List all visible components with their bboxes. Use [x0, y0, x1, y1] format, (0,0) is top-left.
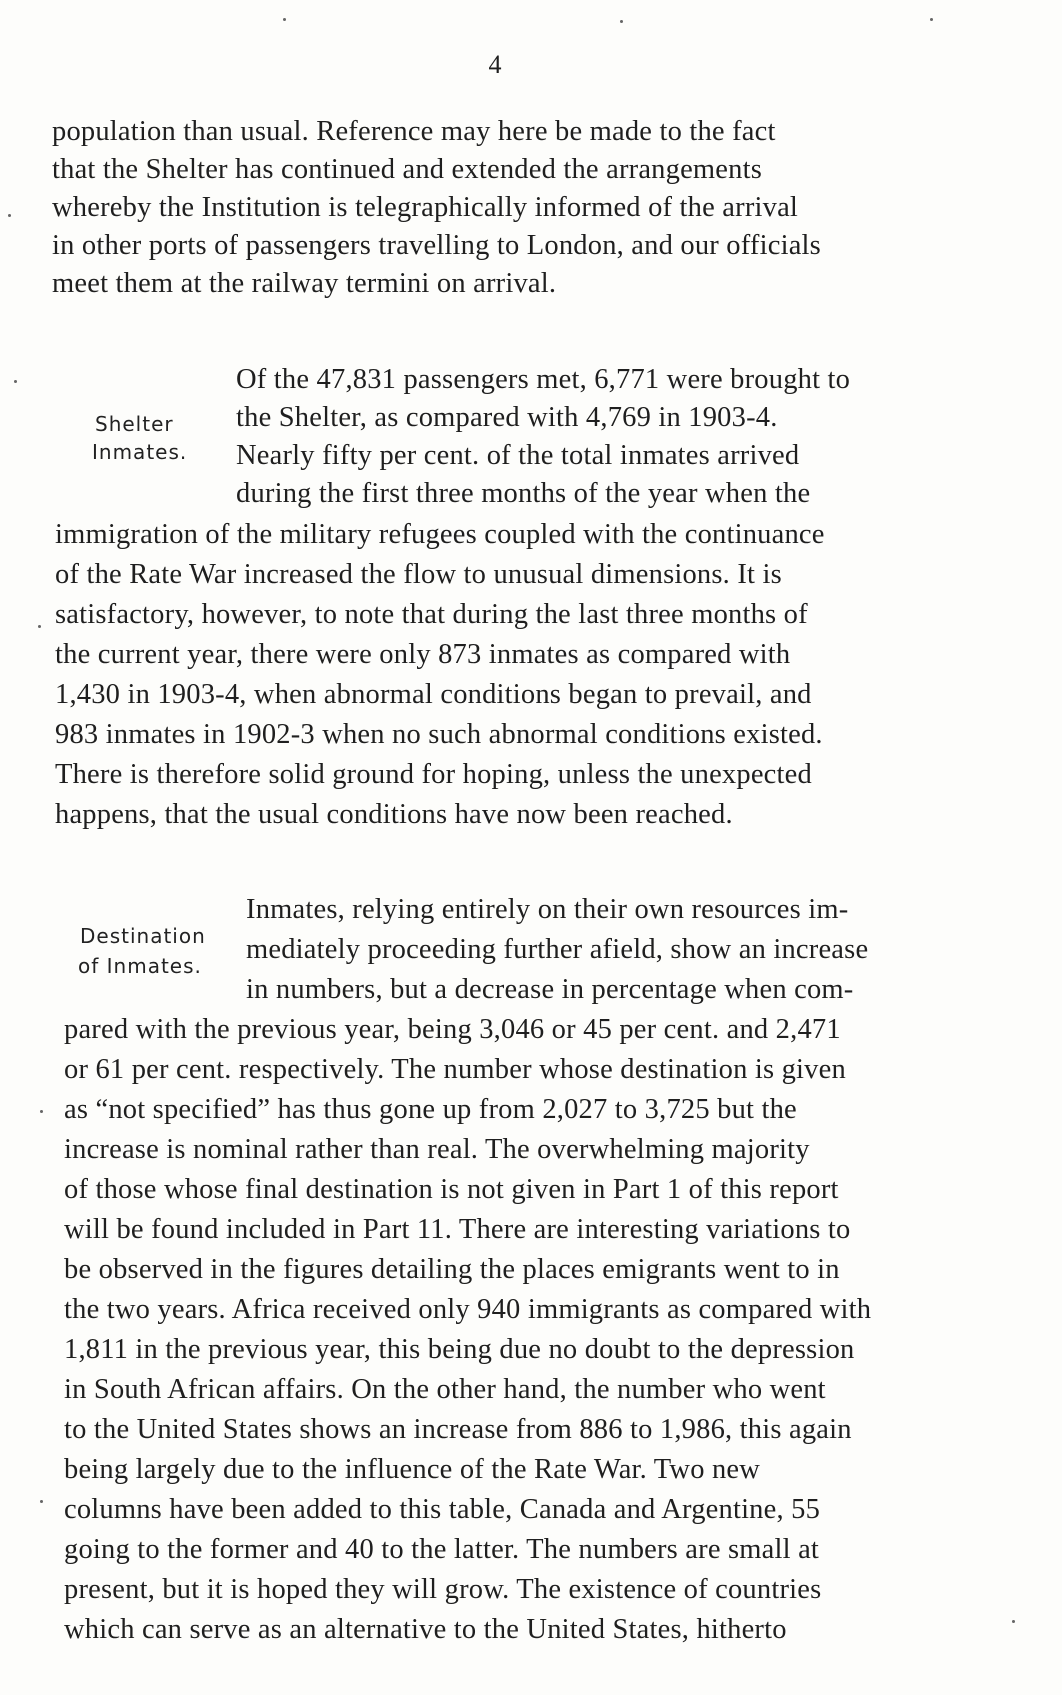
text-line: during the first three months of the year when the	[236, 478, 811, 509]
text-line: being largely due to the influence of the Rate War. Two new	[64, 1454, 761, 1485]
text-line: columns have been added to this table, Canada and Argentine, 55	[64, 1494, 821, 1525]
text-line: Inmates, relying entirely on their own resources im-	[246, 894, 849, 925]
margin-note-line: Inmates.	[92, 440, 188, 464]
margin-note-line: Destination	[80, 924, 206, 948]
text-line: the current year, there were only 873 inmates as compared with	[55, 639, 791, 670]
text-line: satisfactory, however, to note that during the last three months of	[55, 599, 808, 630]
text-line: happens, that the usual conditions have now been reached.	[55, 799, 733, 830]
text-line: meet them at the railway termini on arrival.	[52, 268, 557, 299]
text-line: the Shelter, as compared with 4,769 in 1903-4.	[236, 402, 778, 433]
text-line: the two years. Africa received only 940 immigrants as compared with	[64, 1294, 872, 1325]
text-line: increase is nominal rather than real. The overwhelming majority	[64, 1134, 810, 1165]
scan-speck	[283, 18, 286, 21]
scan-speck	[8, 214, 11, 217]
text-line: or 61 per cent. respectively. The number whose destination is given	[64, 1054, 846, 1085]
scan-speck	[620, 20, 623, 23]
text-line: going to the former and 40 to the latter. The numbers are small at	[64, 1534, 820, 1565]
text-line: as “not specified” has thus gone up from 2,027 to 3,725 but the	[64, 1094, 797, 1125]
text-line: be observed in the figures detailing the places emigrants went to in	[64, 1254, 840, 1285]
text-line: of the Rate War increased the flow to unusual dimensions. It is	[55, 559, 782, 590]
scan-speck	[40, 1110, 43, 1113]
text-line: Nearly fifty per cent. of the total inmates arrived	[236, 440, 800, 471]
text-line: in other ports of passengers travelling to London, and our officials	[52, 230, 821, 261]
text-line: that the Shelter has continued and extended the arrangements	[52, 154, 762, 185]
scan-speck	[14, 380, 17, 383]
text-line: whereby the Institution is telegraphically informed of the arrival	[52, 192, 799, 223]
text-line: in South African affairs. On the other hand, the number who went	[64, 1374, 826, 1405]
text-line: 1,430 in 1903-4, when abnormal conditions began to prevail, and	[55, 679, 812, 710]
text-line: mediately proceeding further afield, show an increase	[246, 934, 869, 965]
text-line: population than usual. Reference may here be made to the fact	[52, 116, 776, 147]
text-line: in numbers, but a decrease in percentage when com-	[246, 974, 854, 1005]
scan-speck	[1012, 1620, 1015, 1623]
text-line: Of the 47,831 passengers met, 6,771 were brought to	[236, 364, 851, 395]
margin-note-line: of Inmates.	[78, 954, 202, 978]
margin-note-line: Shelter	[95, 412, 174, 436]
scan-speck	[40, 1500, 43, 1503]
text-line: to the United States shows an increase from 886 to 1,986, this again	[64, 1414, 852, 1445]
scan-speck	[38, 625, 41, 628]
text-line: will be found included in Part 11. There are interesting variations to	[64, 1214, 851, 1245]
scan-speck	[930, 18, 933, 21]
page-number: 4	[488, 50, 502, 79]
text-line: of those whose final destination is not given in Part 1 of this report	[64, 1174, 839, 1205]
text-line: pared with the previous year, being 3,046 or 45 per cent. and 2,471	[64, 1014, 841, 1045]
text-line: which can serve as an alternative to the United States, hitherto	[64, 1614, 787, 1645]
text-line: 1,811 in the previous year, this being due no doubt to the depression	[64, 1334, 855, 1365]
text-line: present, but it is hoped they will grow. The existence of countries	[64, 1574, 822, 1605]
text-line: There is therefore solid ground for hoping, unless the unexpected	[55, 759, 812, 790]
text-line: immigration of the military refugees coupled with the continuance	[55, 519, 825, 550]
text-line: 983 inmates in 1902-3 when no such abnormal conditions existed.	[55, 719, 823, 750]
